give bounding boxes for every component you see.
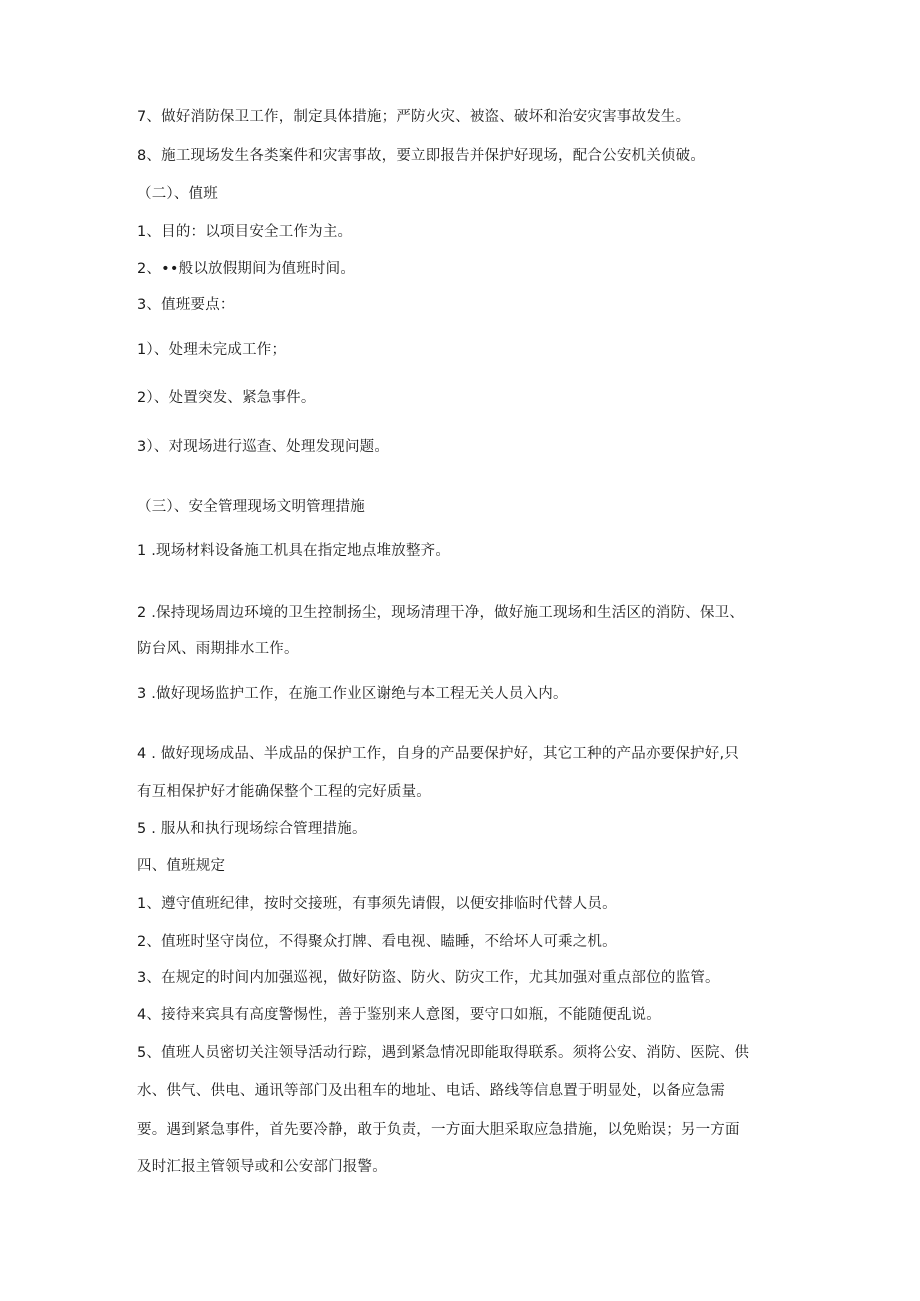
text-line: 2 .保持现场周边环境的卫生控制扬尘，现场清理干净，做好施工现场和生活区的消防、保卫、 <box>137 605 745 621</box>
text-line: 2）、处置突发、紧急事件。 <box>137 390 316 406</box>
text-line: 1 .现场材料设备施工机具在指定地点堆放整齐。 <box>137 543 451 559</box>
text-line: 要。遇到紧急事件，首先要冷静，敢于负责，一方面大胆采取应急措施，以免贻误；另一方面 <box>137 1122 740 1138</box>
text-line: 4、接待来宾具有高度警惕性，善于鉴别来人意图，要守口如瓶，不能随便乱说。 <box>137 1007 661 1023</box>
section-heading: 四、值班规定 <box>137 858 226 874</box>
text-line: 及时汇报主管领导或和公安部门报警。 <box>137 1159 387 1175</box>
text-line: 3、值班要点： <box>137 297 235 313</box>
text-line: 8、施工现场发生各类案件和灾害事故，要立即报告并保护好现场，配合公安机关侦破。 <box>137 148 706 164</box>
text-line: 有互相保护好才能确保整个工程的完好质量。 <box>137 784 431 800</box>
text-line: 1、目的：以项目安全工作为主。 <box>137 224 353 240</box>
section-heading: （二）、值班 <box>137 186 218 202</box>
text-line: 防台风、雨期排水工作。 <box>137 641 299 657</box>
text-line: 7、做好消防保卫工作，制定具体措施；严防火灾、被盗、破坏和治安灾害事故发生。 <box>137 109 691 125</box>
text-line: 2、值班时坚守岗位，不得聚众打牌、看电视、瞌睡，不给坏人可乘之机。 <box>137 934 617 950</box>
text-line: 2、••般以放假期间为值班时间。 <box>137 261 356 277</box>
text-line: 3 .做好现场监护工作，在施工作业区谢绝与本工程无关人员入内。 <box>137 686 568 702</box>
text-line: 1、遵守值班纪律，按时交接班，有事须先请假，以便安排临时代替人员。 <box>137 896 617 912</box>
section-heading: （三）、安全管理现场文明管理措施 <box>137 499 365 515</box>
text-line: 5 . 服从和执行现场综合管理措施。 <box>137 821 367 837</box>
text-line: 3）、对现场进行巡查、处理发现问题。 <box>137 439 390 455</box>
text-line: 5、值班人员密切关注领导活动行踪，遇到紧急情况即能取得联系。须将公安、消防、医院、供 <box>137 1045 750 1061</box>
text-line: 1）、处理未完成工作； <box>137 342 287 358</box>
text-line: 3、在规定的时间内加强巡视，做好防盗、防火、防灾工作，尤其加强对重点部位的监管。 <box>137 970 720 986</box>
text-line: 4 . 做好现场成品、半成品的保护工作，自身的产品要保护好，其它工种的产品亦要保护好,只 <box>137 746 739 762</box>
text-line: 水、供气、供电、通讯等部门及出租车的地址、电话、路线等信息置于明显处，以备应急需 <box>137 1083 725 1099</box>
